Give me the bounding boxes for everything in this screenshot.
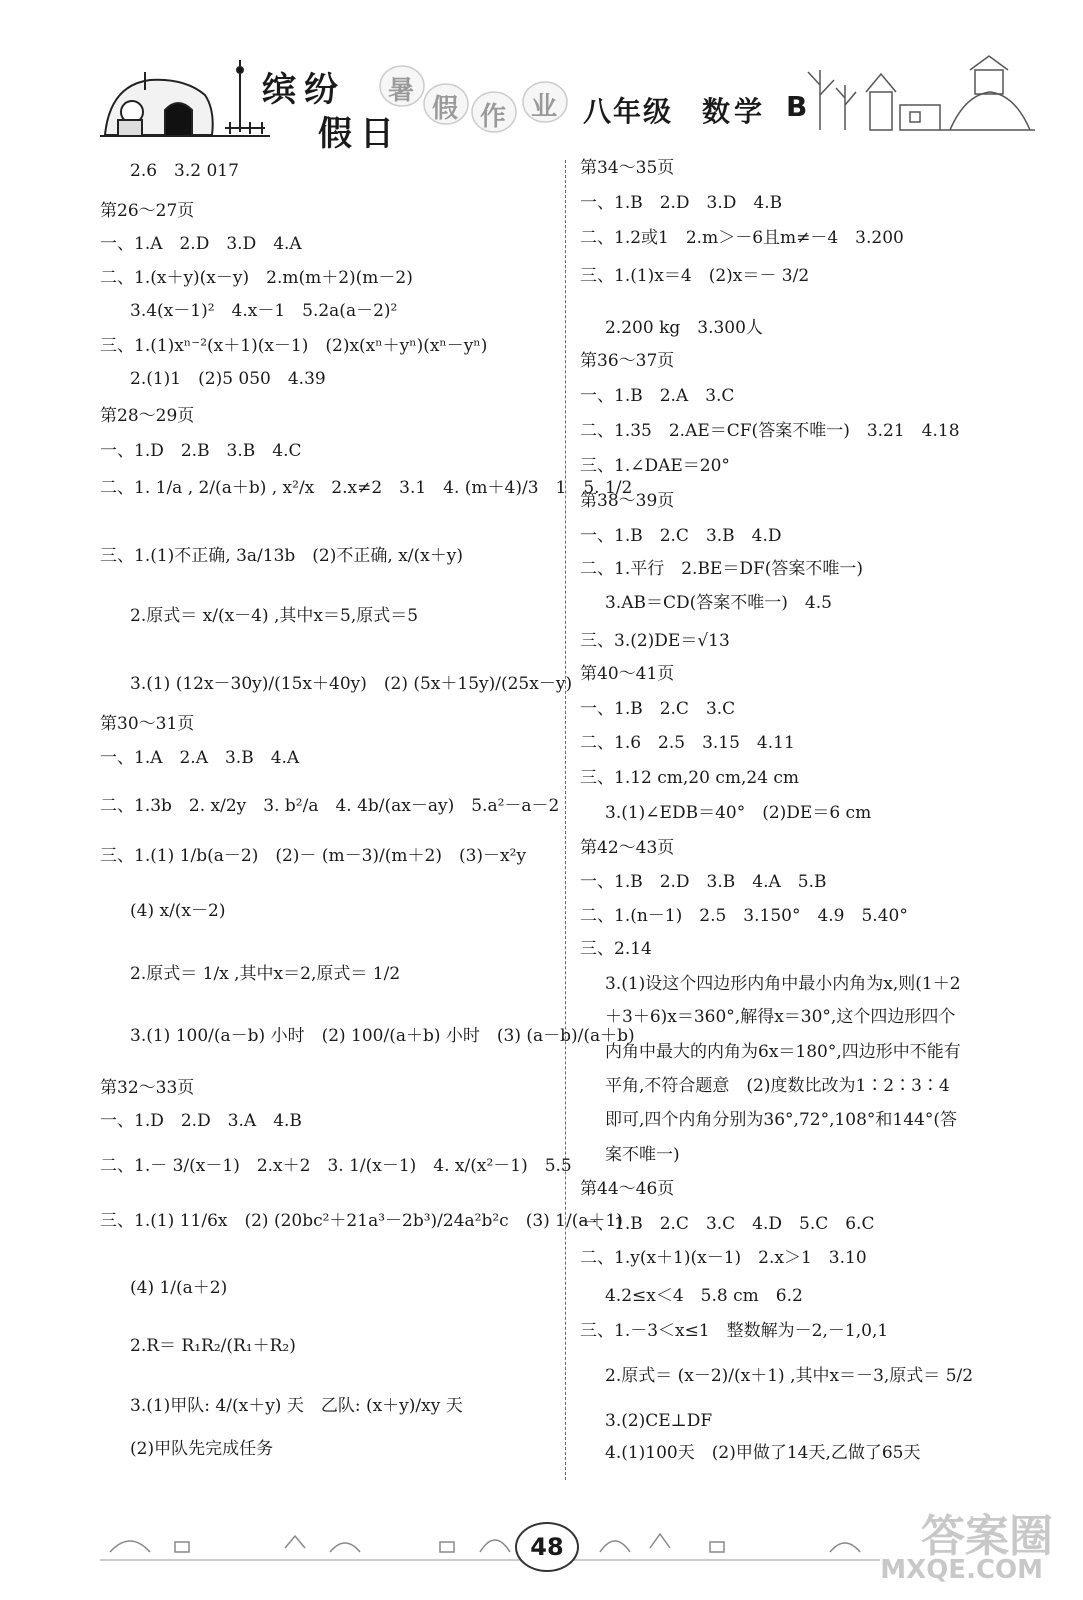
answer-line: (4) 1/(a＋2): [130, 1278, 228, 1298]
answer-line: 一、1.A 2.D 3.D 4.A: [100, 234, 302, 254]
answer-line: 2.6 3.2 017: [130, 161, 239, 181]
subject-label: 数学: [702, 95, 767, 128]
answer-line: 内角中最大的内角为6x＝180°,四边形中不能有: [605, 1042, 961, 1062]
watermark-url: MXQE.COM: [880, 1555, 1043, 1585]
answer-line: 3.(1) (12x－30y)/(15x＋40y) (2) (5x＋15y)/(25x－y): [130, 674, 573, 694]
answer-line: 一、1.B 2.C 3.C 4.D 5.C 6.C: [580, 1214, 875, 1234]
answer-line: 3.AB＝CD(答案不唯一) 4.5: [605, 593, 832, 613]
brand-line2: 假日: [318, 114, 402, 154]
column-divider: [565, 160, 566, 1480]
section-heading: 第34～35页: [580, 158, 675, 178]
answer-line: 三、1.∠DAE＝20°: [580, 456, 730, 476]
answer-line: 二、1.2或1 2.m＞－6且m≠－4 3.200: [580, 228, 904, 248]
answer-line: 三、1.(1) 1/b(a－2) (2)－ (m－3)/(m＋2) (3)－x²y: [100, 846, 527, 866]
answer-line: 一、1.D 2.B 3.B 4.C: [100, 441, 302, 461]
grade-label: 八年级: [583, 95, 674, 128]
section-heading: 第32～33页: [100, 1078, 195, 1098]
answer-line: 二、1.平行 2.BE＝DF(答案不唯一): [580, 559, 864, 579]
answer-line: 3.(1)∠EDB＝40° (2)DE＝6 cm: [605, 803, 872, 823]
answer-line: 3.(1) 100/(a－b) 小时 (2) 100/(a＋b) 小时 (3) (a－b)/(a＋b): [130, 1026, 635, 1046]
answer-line: 3.4(x－1)² 4.x－1 5.2a(a－2)²: [130, 301, 398, 321]
answer-line: 二、1.(x＋y)(x－y) 2.m(m＋2)(m－2): [100, 268, 413, 288]
answer-line: 即可,四个内角分别为36°,72°,108°和144°(答: [605, 1110, 958, 1130]
answer-line: 2.原式＝ x/(x－4) ,其中x＝5,原式＝5: [130, 606, 419, 626]
answer-line: 一、1.D 2.D 3.A 4.B: [100, 1111, 302, 1131]
section-heading: 第26～27页: [100, 201, 195, 221]
answer-line: 一、1.B 2.D 3.D 4.B: [580, 193, 783, 213]
answer-line: (4) x/(x－2): [130, 901, 226, 921]
answer-line: 一、1.B 2.C 3.B 4.D: [580, 526, 782, 546]
answer-line: 二、1.(n－1) 2.5 3.150° 4.9 5.40°: [580, 906, 908, 926]
section-heading: 第38～39页: [580, 491, 675, 511]
header-illustration: [0, 0, 1083, 150]
art-char-1: 暑: [388, 76, 415, 106]
answer-line: (2)甲队先完成任务: [130, 1439, 274, 1459]
answer-line: 二、1.3b 2. x/2y 3. b²/a 4. 4b/(ax－ay) 5.a²－a－2: [100, 796, 560, 816]
answer-line: 2.原式＝ 1/x ,其中x＝2,原式＝ 1/2: [130, 964, 401, 984]
answer-line: 三、1.12 cm,20 cm,24 cm: [580, 768, 800, 788]
answer-line: 2.200 kg 3.300人: [605, 318, 763, 338]
edition-label: B: [786, 90, 808, 123]
answer-line: 3.(1)设这个四边形内角中最小内角为x,则(1＋2: [605, 974, 961, 994]
answer-line: 二、1.6 2.5 3.15 4.11: [580, 733, 795, 753]
answer-line: 三、1.－3＜x≤1 整数解为－2,－1,0,1: [580, 1321, 889, 1341]
art-char-4: 业: [531, 92, 558, 122]
page-number: 48: [515, 1522, 579, 1572]
answer-line: 案不唯一): [605, 1145, 680, 1165]
answer-line: 2.(1)1 (2)5 050 4.39: [130, 369, 326, 389]
answer-line: 2.原式＝ (x－2)/(x＋1) ,其中x＝－3,原式＝ 5/2: [605, 1366, 974, 1386]
answer-line: ＋3＋6)x＝360°,解得x＝30°,这个四边形四个: [605, 1007, 956, 1027]
answer-line: 三、1.(1)x＝4 (2)x＝－ 3/2: [580, 266, 810, 286]
art-char-3: 作: [480, 102, 507, 132]
section-heading: 第42～43页: [580, 838, 675, 858]
page-header: [0, 0, 1083, 154]
answer-line: 三、1.(1)xⁿ⁻²(x＋1)(x－1) (2)x(xⁿ＋yⁿ)(xⁿ－yⁿ): [100, 336, 488, 356]
answer-line: 二、1.－ 3/(x－1) 2.x＋2 3. 1/(x－1) 4. x/(x²－1) 5.5: [100, 1156, 572, 1176]
art-char-2: 假: [432, 94, 459, 124]
answer-line: 三、2.14: [580, 939, 652, 959]
section-heading: 第36～37页: [580, 351, 675, 371]
answer-line: 4.(1)100天 (2)甲做了14天,乙做了65天: [605, 1443, 921, 1463]
answer-line: 三、3.(2)DE＝√13: [580, 631, 730, 651]
right-scenery: [808, 56, 1035, 130]
section-heading: 第28～29页: [100, 406, 195, 426]
answer-line: 一、1.B 2.C 3.C: [580, 699, 736, 719]
answer-line: 三、1.(1)不正确, 3a/13b (2)不正确, x/(x＋y): [100, 546, 463, 566]
answer-line: 二、1.y(x＋1)(x－1) 2.x＞1 3.10: [580, 1248, 867, 1268]
answer-line: 一、1.A 2.A 3.B 4.A: [100, 748, 300, 768]
answer-line: 3.(1)甲队: 4/(x＋y) 天 乙队: (x＋y)/xy 天: [130, 1396, 463, 1416]
answer-line: 三、1.(1) 11/6x (2) (20bc²＋21a³－2b³)/24a²b²c (3) 1/(a＋1): [100, 1211, 623, 1231]
right-answer-column: [570, 155, 1080, 1465]
answer-line: 二、1.35 2.AE＝CF(答案不唯一) 3.21 4.18: [580, 421, 960, 441]
brand-line1: 缤纷: [262, 70, 346, 110]
answer-line: 4.2≤x＜4 5.8 cm 6.2: [605, 1286, 803, 1306]
answer-line: 二、1. 1/a , 2/(a＋b) , x²/x 2.x≠2 3.1 4. (m＋4)/3 1 5. 1/2: [100, 478, 633, 498]
section-heading: 第44～46页: [580, 1179, 675, 1199]
answer-line: 平角,不符合题意 (2)度数比改为1∶2∶3∶4: [605, 1076, 950, 1096]
answer-line: 3.(2)CE⊥DF: [605, 1411, 713, 1431]
answer-line: 一、1.B 2.A 3.C: [580, 386, 735, 406]
section-heading: 第30～31页: [100, 714, 195, 734]
watermark-logo: 答案圈: [921, 1511, 1053, 1562]
answer-line: 一、1.B 2.D 3.B 4.A 5.B: [580, 872, 827, 892]
hut-illustration: [100, 60, 270, 136]
section-heading: 第40～41页: [580, 664, 675, 684]
answer-line: 2.R＝ R₁R₂/(R₁＋R₂): [130, 1336, 296, 1356]
